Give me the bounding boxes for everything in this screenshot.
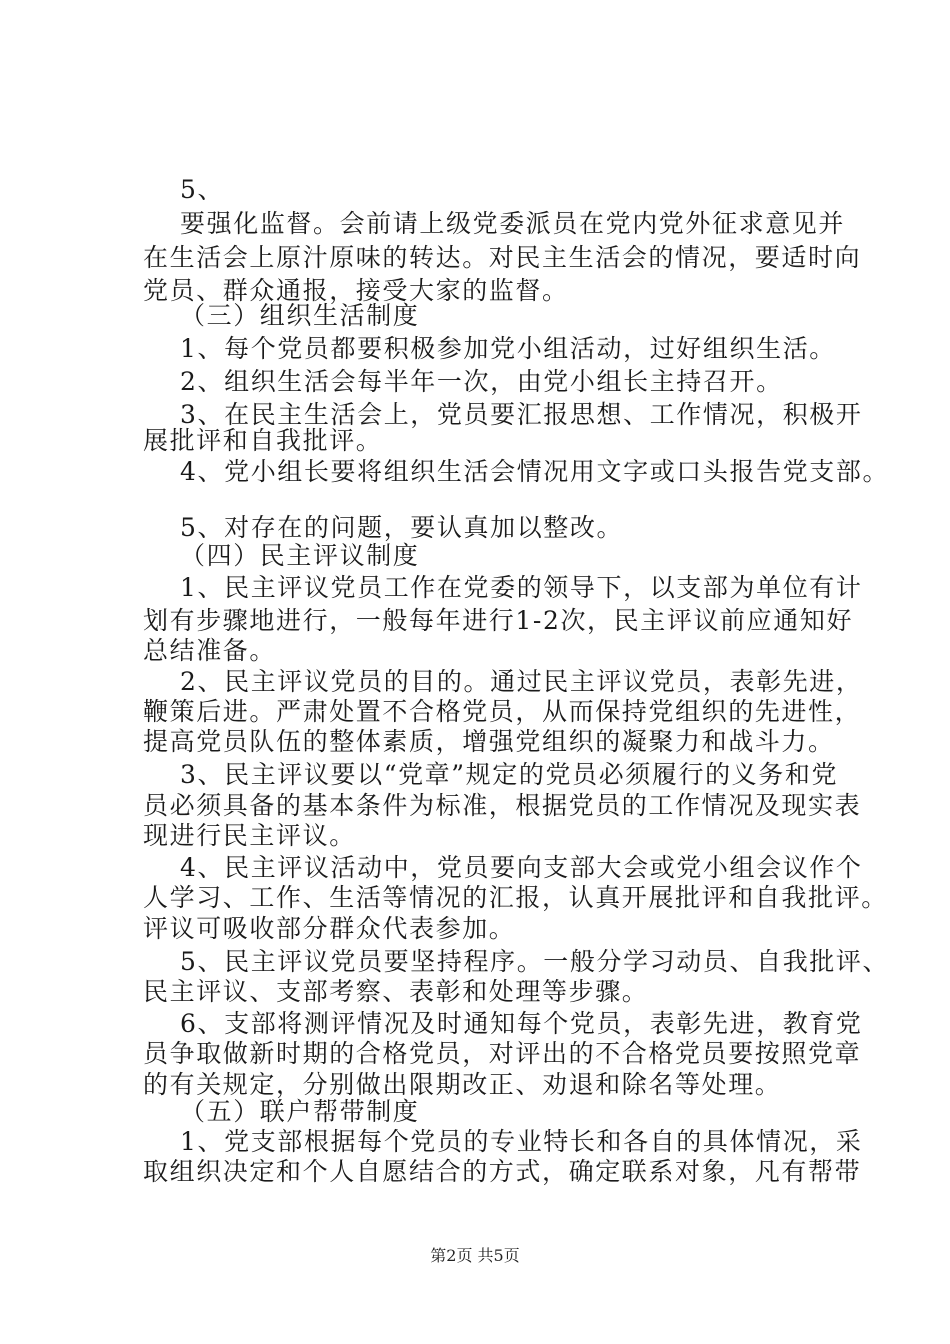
text-line: 党员、群众通报，接受大家的监督。 xyxy=(143,276,569,305)
text-line: 1、每个党员都要积极参加党小组活动，过好组织生活。 xyxy=(180,334,836,363)
text-line: 6、支部将测评情况及时通知每个党员，表彰先进，教育党 xyxy=(180,1009,863,1038)
text-line: 总结准备。 xyxy=(143,636,277,665)
text-line: 在生活会上原汁原味的转达。对民主生活会的情况，要适时向 xyxy=(143,243,862,272)
text-line: 民主评议、支部考察、表彰和处理等步骤。 xyxy=(143,977,649,1006)
text-line: 的有关规定，分别做出限期改正、劝退和除名等处理。 xyxy=(143,1070,782,1099)
text-line: 现进行民主评议。 xyxy=(143,821,356,850)
section-heading: （四）民主评议制度 xyxy=(180,541,420,570)
text-line: 3、民主评议要以“党章”规定的党员必须履行的义务和党 xyxy=(180,760,839,789)
section-heading: （五）联户帮带制度 xyxy=(180,1097,420,1126)
text-line: 员争取做新时期的合格党员，对评出的不合格党员要按照党章 xyxy=(143,1039,862,1068)
text-line: 5、 xyxy=(180,175,225,204)
text-line: 1、党支部根据每个党员的专业特长和各自的具体情况，采 xyxy=(180,1127,863,1156)
section-heading: （三）组织生活制度 xyxy=(180,301,420,330)
text-line: 4、党小组长要将组织生活会情况用文字或口头报告党支部。 xyxy=(180,457,890,486)
text-line: 3、在民主生活会上，党员要汇报思想、工作情况，积极开 xyxy=(180,400,863,429)
text-line: 4、民主评议活动中，党员要向支部大会或党小组会议作个 xyxy=(180,853,863,882)
text-line: 划有步骤地进行，一般每年进行1-2次，民主评议前应通知好 xyxy=(143,606,854,635)
text-line: 评议可吸收部分群众代表参加。 xyxy=(143,914,516,943)
text-line: 提高党员队伍的整体素质，增强党组织的凝聚力和战斗力。 xyxy=(143,727,835,756)
text-line: 鞭策后进。严肃处置不合格党员，从而保持党组织的先进性， xyxy=(143,697,862,726)
text-line: 要强化监督。会前请上级党委派员在党内党外征求意见并 xyxy=(180,209,846,238)
text-line: 5、对存在的问题，要认真加以整改。 xyxy=(180,513,624,542)
page-number-footer: 第2页 共5页 xyxy=(430,1246,520,1265)
text-line: 5、民主评议党员要坚持程序。一般分学习动员、自我批评、 xyxy=(180,947,890,976)
text-line: 员必须具备的基本条件为标准，根据党员的工作情况及现实表 xyxy=(143,791,862,820)
text-line: 展批评和自我批评。 xyxy=(143,426,383,455)
text-line: 人学习、工作、生活等情况的汇报，认真开展批评和自我批评。 xyxy=(143,883,888,912)
text-line: 2、民主评议党员的目的。通过民主评议党员，表彰先进， xyxy=(180,667,863,696)
text-line: 2、组织生活会每半年一次，由党小组长主持召开。 xyxy=(180,367,783,396)
text-line: 取组织决定和个人自愿结合的方式，确定联系对象，凡有帮带 xyxy=(143,1157,862,1186)
text-line: 1、民主评议党员工作在党委的领导下，以支部为单位有计 xyxy=(180,573,863,602)
